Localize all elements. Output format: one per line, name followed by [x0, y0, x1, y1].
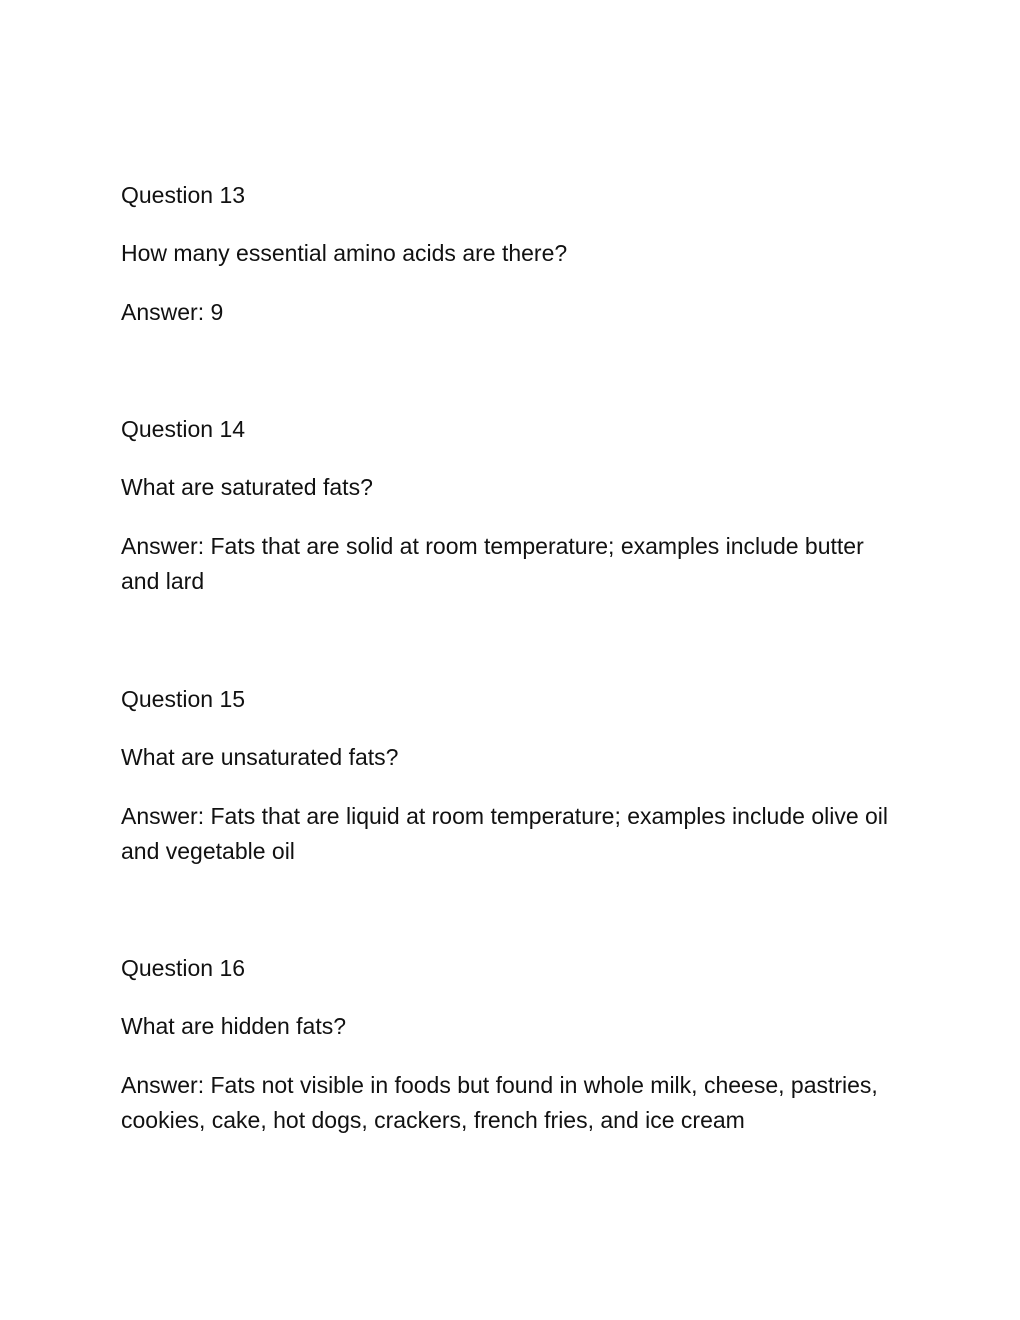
answer-text: Answer: 9: [121, 299, 224, 325]
question-heading: Question 15: [121, 686, 246, 712]
question-block-14: [121, 412, 901, 599]
question-heading: Question 13: [121, 182, 246, 208]
question-text: How many essential amino acids are there?: [121, 240, 568, 266]
question-text: What are saturated fats?: [121, 474, 373, 500]
answer-text: Answer: Fats not visible in foods but found in whole milk, cheese, pastries, cookies, cake, hot dogs, crackers, french fries, and ice cream: [121, 1072, 885, 1133]
answer-text: Answer: Fats that are liquid at room temperature; examples include olive oil and vegetable oil: [121, 803, 895, 864]
question-block-16: [121, 951, 901, 1138]
question-heading: Question 14: [121, 416, 246, 442]
question-block-15: [121, 682, 901, 869]
question-block-13: [121, 178, 901, 330]
question-heading: Question 16: [121, 955, 246, 981]
question-text: What are unsaturated fats?: [121, 744, 399, 770]
answer-text: Answer: Fats that are solid at room temperature; examples include butter and lard: [121, 533, 871, 594]
question-text: What are hidden fats?: [121, 1013, 347, 1039]
